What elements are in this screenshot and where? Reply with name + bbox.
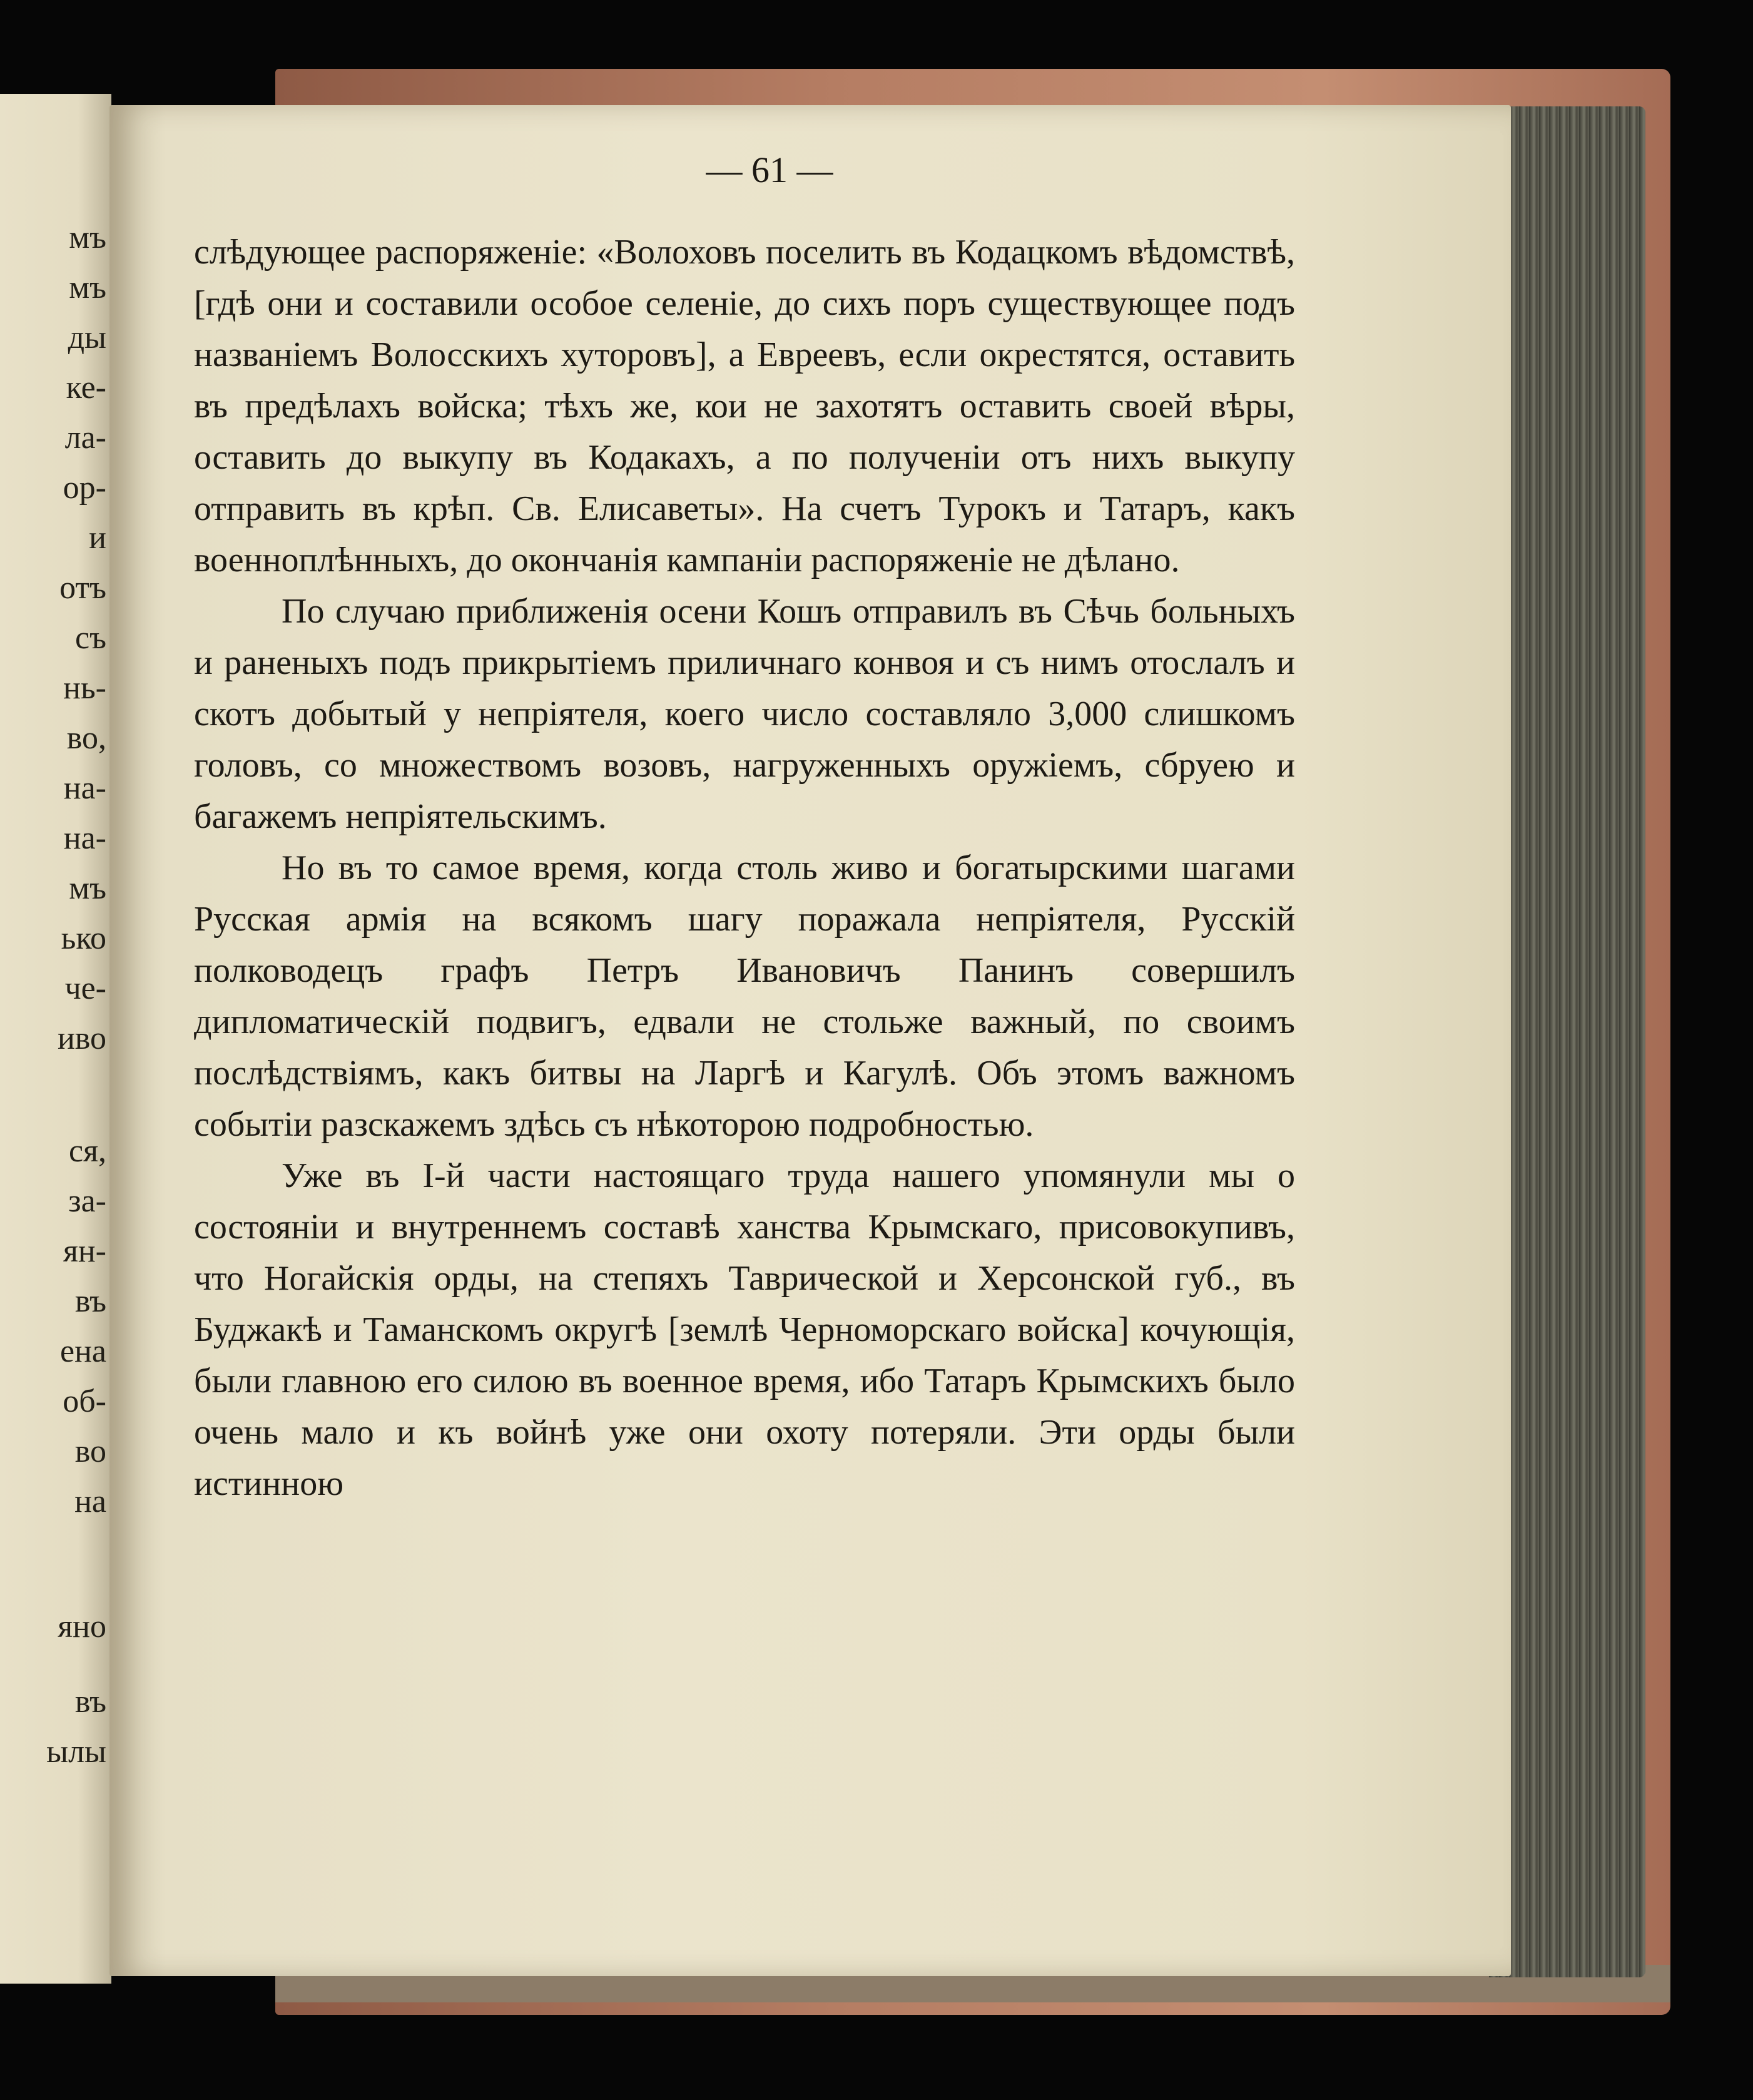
left-fragment: и bbox=[89, 520, 106, 556]
page-number: — 61 — bbox=[706, 150, 833, 190]
paragraph: слѣдующее распоряженіе: «Волоховъ поселить въ Кодацкомъ вѣдомствѣ, [гдѣ они и составили особое селеніе, до сихъ поръ существующее подъ названіемъ Волосскихъ хуторовъ], а Евреевъ, если окрестятся, оставить въ предѣлахъ войска; тѣхъ же, кои не захотятъ оставить своей вѣры, оставить до выкупу въ Кодакахъ, а по полученіи отъ нихъ выкупу отправить въ крѣп. Св. Елисаветы». На счетъ Турокъ и Татаръ, какъ военноплѣнныхъ, до окончанія кампаніи распоряженіе не дѣлано. bbox=[194, 233, 1295, 579]
left-fragment: ла- bbox=[64, 420, 106, 456]
left-fragment: во bbox=[74, 1434, 106, 1469]
paragraph: По случаю приближенія осени Кошъ отправилъ въ Сѣчь больныхъ и раненыхъ подъ прикрытіемъ приличнаго конвоя и съ нимъ отослалъ и скотъ добытый у непріятеля, коего число составляло 3,000 слишкомъ головъ, со множествомъ возовъ, нагруженныхъ оружіемъ, сбруею и багажемъ непріятельскимъ. bbox=[194, 592, 1295, 836]
left-fragment: ды bbox=[68, 320, 106, 355]
page-block-edge bbox=[1489, 106, 1645, 1977]
left-fragment: ылы bbox=[46, 1734, 106, 1770]
left-fragment: че- bbox=[64, 971, 106, 1006]
left-fragment: яно bbox=[58, 1609, 106, 1644]
left-fragment: мъ bbox=[69, 870, 106, 906]
body-text bbox=[194, 227, 1295, 1509]
left-fragment: ько bbox=[61, 920, 106, 956]
paragraph: Но въ то самое время, когда столь живо и богатырскими шагами Русская армія на всякомъ шагу поражала непріятеля, Русскій полководецъ графъ Петръ Ивановичъ Панинъ совершилъ дипломатическій подвигъ, едвали не стольже важный, по своимъ послѣдствіямъ, какъ битвы на Ларгѣ и Кагулѣ. Объ этомъ важномъ событіи разскажемъ здѣсь съ нѣкоторою подробностью. bbox=[194, 849, 1295, 1144]
left-fragment: иво bbox=[57, 1021, 106, 1056]
paragraph: Уже въ I-й части настоящаго труда нашего упомянули мы о состояніи и внутреннемъ составѣ ханства Крымскаго, присовокупивъ, что Ногайскія орды, на степяхъ Таврической и Херсонской губ., въ Буджакѣ и Таманскомъ округѣ [землѣ Черноморскаго войска] кочующія, были главною его силою въ военное время, ибо Татаръ Крымскихъ было очень мало и къ войнѣ уже они охоту потеряли. Эти орды были истинною bbox=[194, 1156, 1295, 1503]
left-fragment: за- bbox=[68, 1183, 106, 1219]
left-fragment: въ bbox=[74, 1283, 106, 1319]
left-fragment: на- bbox=[63, 770, 106, 806]
left-fragment: ке- bbox=[66, 370, 106, 405]
left-fragment: на bbox=[74, 1484, 106, 1519]
left-fragment: мъ bbox=[69, 270, 106, 305]
left-fragment: въ bbox=[74, 1684, 106, 1720]
left-fragment: нь- bbox=[63, 670, 106, 706]
left-fragment: во, bbox=[66, 720, 106, 756]
left-fragment: мъ bbox=[69, 220, 106, 255]
left-fragment: на- bbox=[63, 820, 106, 856]
left-fragment: об- bbox=[63, 1384, 106, 1419]
left-fragment: ор- bbox=[63, 470, 106, 506]
left-fragment: съ bbox=[75, 620, 106, 656]
left-fragment: отъ bbox=[59, 570, 106, 606]
left-fragment: ян- bbox=[63, 1233, 106, 1269]
left-fragment: ена bbox=[60, 1333, 106, 1369]
left-fragment: ся, bbox=[69, 1133, 106, 1169]
